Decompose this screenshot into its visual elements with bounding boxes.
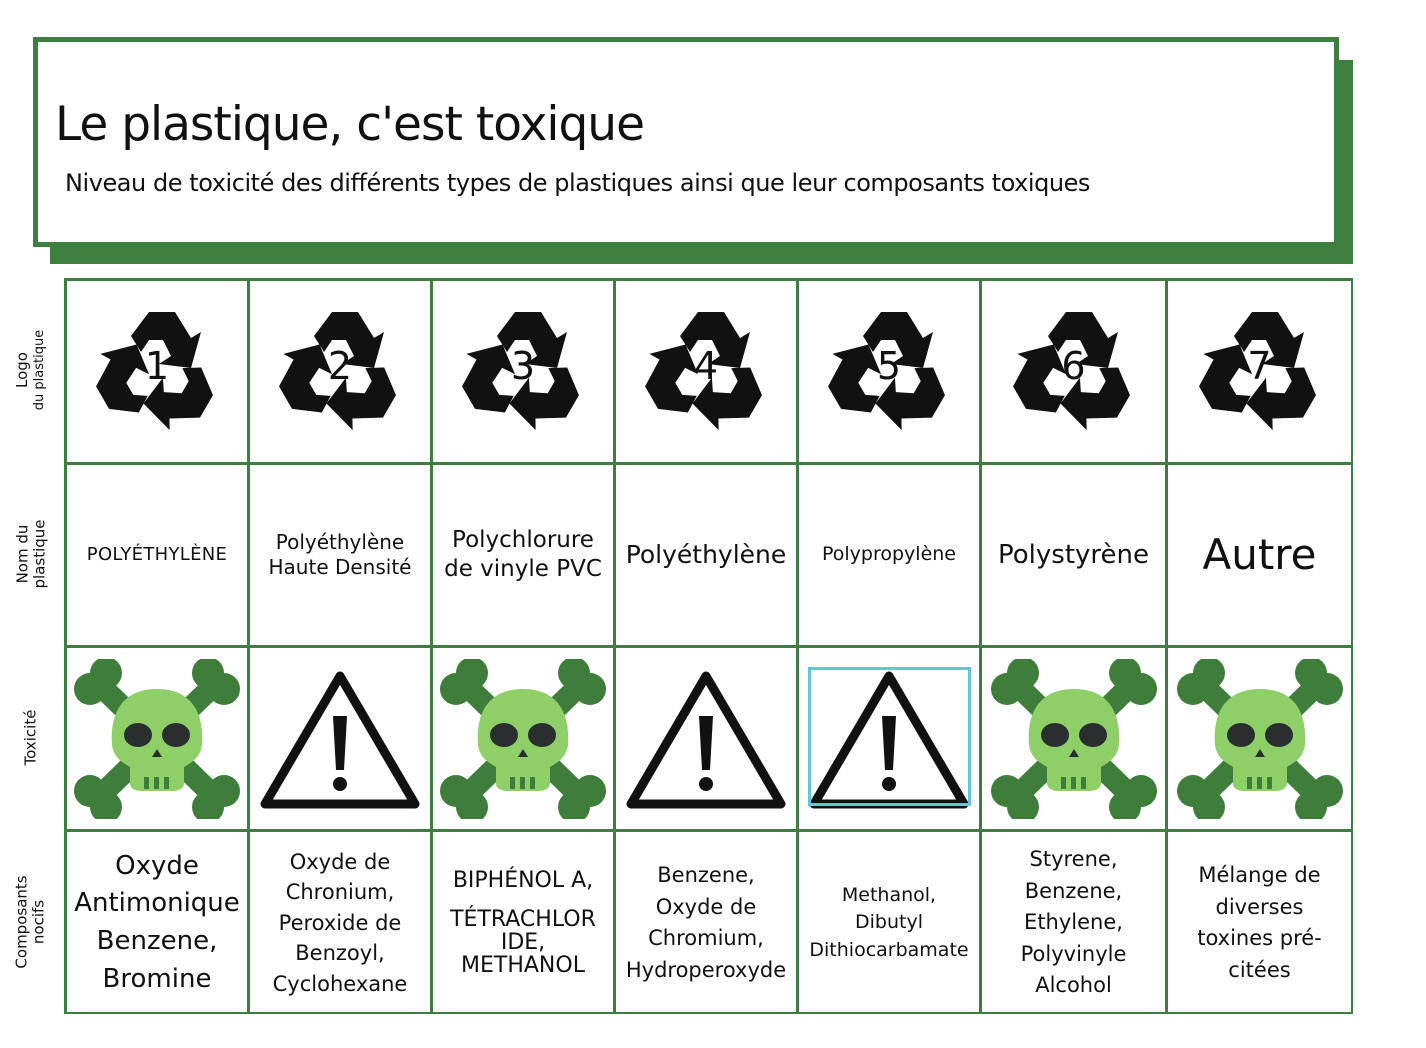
component-line: Oxyde	[115, 850, 199, 881]
cell-toxicity-6	[979, 645, 1165, 829]
cell-logo-2	[247, 278, 430, 462]
plastic-name-line: de vinyle PVC	[444, 556, 602, 582]
plastic-name-line: Polychlorure	[452, 527, 594, 554]
plastic-name	[87, 544, 227, 567]
cell-name-4	[613, 462, 796, 645]
cell-name-7	[1165, 462, 1351, 645]
row-label-name-line1: Nom du	[13, 524, 32, 583]
cell-logo-7	[1165, 278, 1351, 462]
component-line: Mélange de	[1198, 863, 1321, 887]
row-label-logo-line1: Logo	[13, 352, 31, 388]
component-line: Styrene,	[1029, 847, 1118, 872]
cell-toxicity-5	[796, 645, 979, 829]
component-line: Dithiocarbamate	[809, 938, 969, 961]
component-line: Cyclohexane	[272, 971, 408, 996]
component-line: IDE,	[500, 929, 546, 955]
harmful-components	[1021, 844, 1127, 1002]
cell-toxicity-2	[247, 645, 430, 829]
component-line: Chronium,	[285, 880, 395, 905]
component-line: Oxyde de	[289, 849, 391, 874]
harmful-components	[74, 848, 240, 999]
plastic-name	[998, 539, 1149, 572]
component-line: Benzene,	[96, 926, 218, 956]
component-line: Alcohol	[1035, 973, 1112, 998]
resin-code-number: 7	[1247, 343, 1272, 388]
plastic-name	[269, 530, 412, 580]
component-line: Peroxide de	[278, 910, 402, 935]
row-label-name	[0, 462, 62, 645]
resin-code-number: 6	[1061, 343, 1086, 388]
warning-triangle-icon	[623, 666, 789, 812]
resin-code-number: 2	[327, 343, 353, 388]
component-line: Hydroperoxyde	[625, 957, 787, 982]
component-line: diverses	[1215, 894, 1304, 919]
plastic-name-line: Polyéthylène	[625, 540, 787, 570]
component-line: Benzene,	[1024, 878, 1123, 903]
component-line: METHANOL	[461, 952, 585, 978]
resin-code-number: 1	[144, 343, 170, 388]
recycle-icon	[823, 306, 955, 438]
harmful-components	[626, 860, 786, 986]
cell-name-1	[64, 462, 247, 645]
cell-components-4	[613, 829, 796, 1014]
resin-code-number: 3	[510, 343, 536, 388]
selection-outline[interactable]	[808, 667, 971, 806]
plastic-name-line: POLYÉTHYLÈNE	[86, 543, 228, 565]
component-line: Ethylene,	[1024, 910, 1123, 935]
component-line	[450, 892, 596, 907]
recycle-icon	[274, 306, 406, 438]
plastic-name-line: Polyéthylène	[275, 530, 405, 554]
cell-toxicity-4	[613, 645, 796, 829]
resin-code-number: 4	[693, 343, 719, 388]
cell-logo-6	[979, 278, 1165, 462]
component-line: Bromine	[102, 963, 212, 994]
component-line: citées	[1228, 957, 1291, 982]
recycle-icon	[1008, 306, 1140, 438]
plastic-name	[626, 539, 787, 570]
row-label-logo-line2: du plastique	[32, 329, 47, 411]
resin-code-number: 5	[876, 343, 902, 388]
warning-triangle-icon	[257, 666, 423, 812]
cell-logo-5	[796, 278, 979, 462]
cell-toxicity-3	[430, 645, 613, 829]
cell-name-2	[247, 462, 430, 645]
row-label-logo	[0, 278, 62, 462]
row-label-toxicity	[0, 645, 62, 829]
cell-components-3	[430, 829, 613, 1014]
skull-crossbones-icon	[72, 659, 242, 819]
skull-crossbones-icon	[1175, 659, 1345, 819]
recycle-icon	[640, 306, 772, 438]
recycle-icon	[1194, 306, 1326, 438]
row-label-toxicity-line1: Toxicité	[21, 709, 40, 765]
cell-logo-3	[430, 278, 613, 462]
skull-crossbones-icon	[989, 659, 1159, 819]
component-line: Benzene,	[657, 863, 755, 887]
cell-components-2	[247, 829, 430, 1014]
cell-toxicity-7	[1165, 645, 1351, 829]
cell-name-6	[979, 462, 1165, 645]
cell-logo-4	[613, 278, 796, 462]
plastic-name-line: Polystyrène	[998, 539, 1149, 570]
component-line: Antimonique	[74, 888, 240, 919]
recycle-icon	[91, 306, 223, 438]
cell-components-6	[979, 829, 1165, 1014]
cell-components-7	[1165, 829, 1351, 1014]
plastic-name	[1202, 529, 1316, 582]
cell-components-1	[64, 829, 247, 1014]
plastic-name-line: Haute Densité	[268, 555, 412, 579]
cell-toxicity-1	[64, 645, 247, 829]
skull-crossbones-icon	[438, 659, 608, 819]
page-subtitle: Niveau de toxicité des différents types de plastiques ainsi que leur composants toxiques	[65, 169, 1090, 197]
component-line: Oxyde de	[655, 894, 757, 919]
row-label-components-line1: Composants	[13, 874, 32, 969]
component-line: toxines pré-	[1197, 926, 1322, 950]
component-line: Chromium,	[648, 926, 764, 950]
harmful-components	[450, 869, 596, 977]
cell-name-3	[430, 462, 613, 645]
plastic-name	[822, 543, 956, 567]
cell-name-5	[796, 462, 979, 645]
plastic-name-line: Autre	[1202, 529, 1317, 579]
cell-components-5	[796, 829, 979, 1014]
component-line: Dibutyl	[855, 911, 923, 934]
recycle-icon	[457, 306, 589, 438]
component-line: Benzoyl,	[295, 941, 385, 966]
component-line: Methanol,	[841, 883, 937, 906]
harmful-components	[273, 847, 408, 999]
component-line: TÉTRACHLOR	[450, 906, 596, 932]
harmful-components	[809, 882, 968, 965]
harmful-components	[1197, 860, 1322, 986]
row-label-components-line2: nocifs	[30, 899, 49, 944]
page-title: Le plastique, c'est toxique	[55, 97, 644, 152]
plastic-name	[444, 526, 602, 584]
cell-logo-1	[64, 278, 247, 462]
component-line: Polyvinyle	[1020, 941, 1127, 966]
component-line: BIPHÉNOL A,	[452, 868, 594, 894]
plastic-name-line: Polypropylène	[821, 543, 956, 566]
row-label-components	[0, 829, 62, 1014]
plastics-table	[64, 278, 1353, 1014]
header-card	[33, 37, 1339, 247]
row-label-name-line2: plastique	[30, 518, 49, 589]
